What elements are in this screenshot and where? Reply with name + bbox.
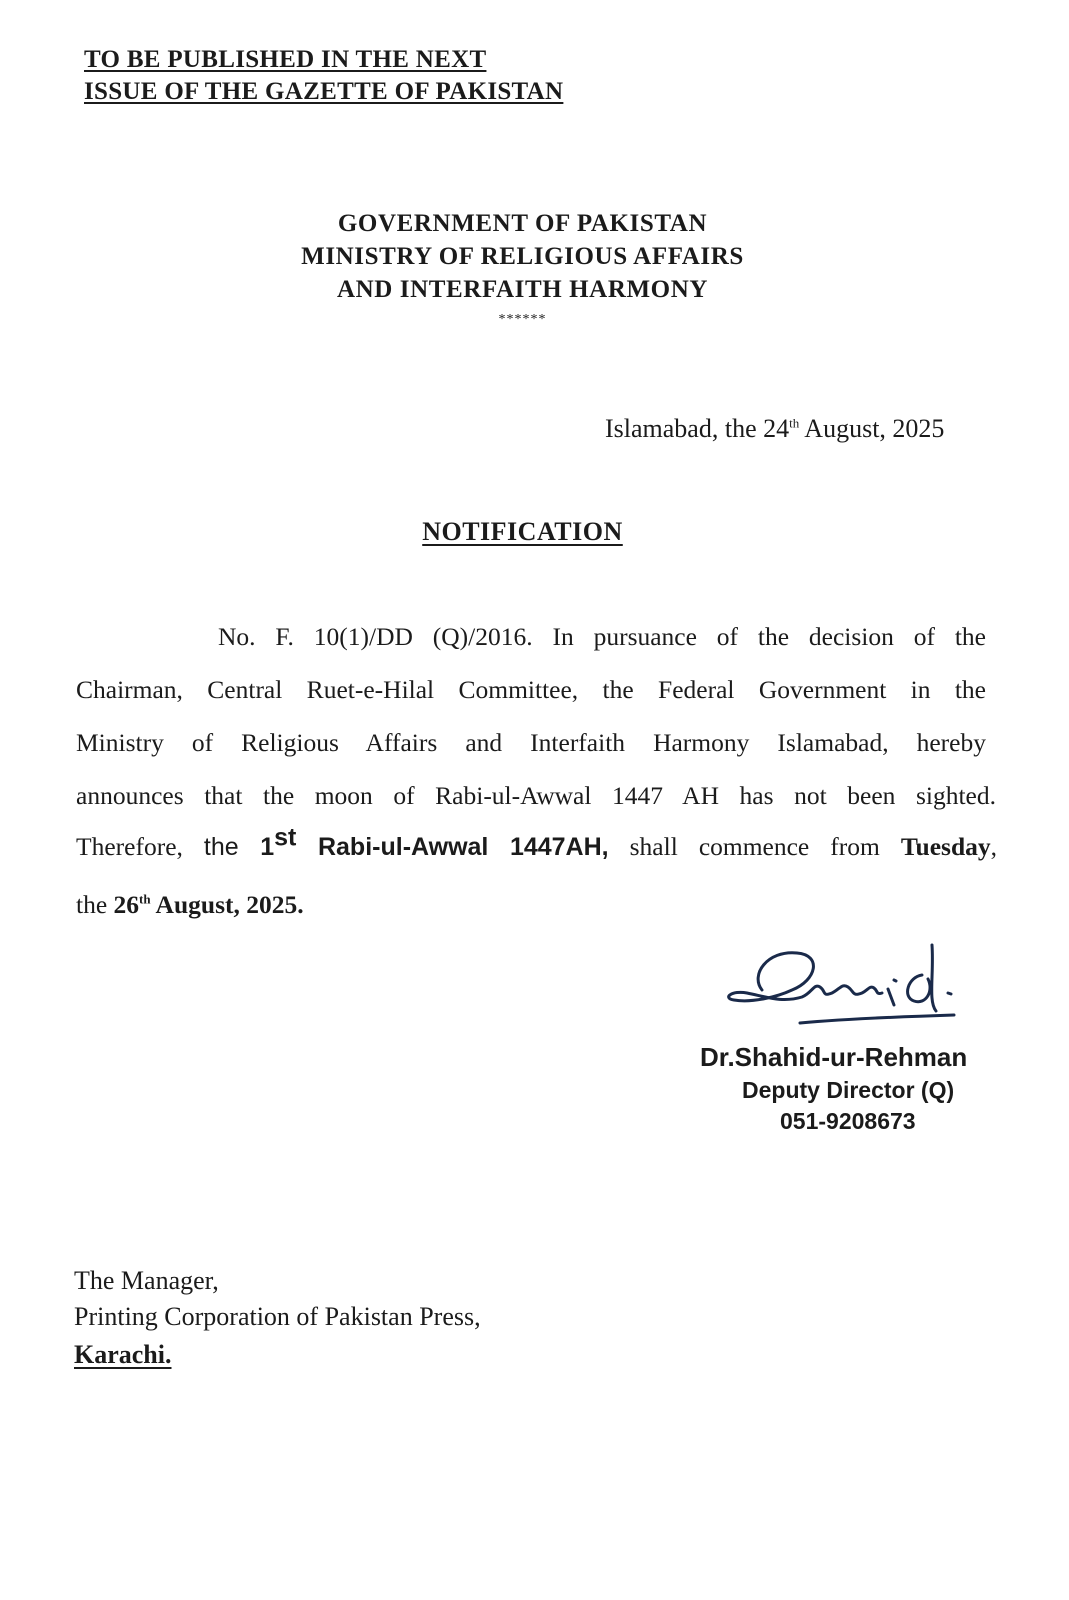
header-separator: ****** [498, 312, 547, 327]
line5-month: Rabi-ul-Awwal 1447AH, [296, 833, 609, 861]
notification-line-1: No. F. 10(1)/DD (Q)/2016. In pursuance of the decision of the [218, 622, 986, 651]
address-recipient: The Manager, [74, 1266, 219, 1295]
line5-comma: , [990, 832, 998, 861]
address-city: Karachi. [74, 1340, 172, 1369]
line5-commence: shall commence from [608, 832, 901, 861]
signature-stroke-end [948, 993, 951, 994]
line5-the: the [203, 833, 261, 861]
notification-line-4: announces that the moon of Rabi-ul-Awwal 1447 AH has not been sighted. [76, 781, 996, 810]
signature-stroke-main [729, 953, 882, 1001]
header-ministry: MINISTRY OF RELIGIOUS AFFAIRS [301, 243, 744, 270]
dateline-suffix: August, 2025 [799, 414, 945, 443]
notification-line-2: Chairman, Central Ruet-e-Hilal Committee, the Federal Government in the [76, 675, 986, 704]
notification-line-3: Ministry of Religious Affairs and Interfaith Harmony Islamabad, hereby [76, 728, 986, 757]
notification-line-6 [76, 890, 304, 920]
signatory-phone: 051-9208673 [780, 1108, 916, 1134]
line5-weekday: Tuesday [900, 832, 991, 861]
header-ministry-cont: AND INTERFAITH HARMONY [336, 276, 709, 303]
dateline-sup: th [789, 415, 800, 431]
signatory-title: Deputy Director (Q) [742, 1077, 955, 1103]
signatory-name: Dr.Shahid-ur-Rehman [700, 1042, 968, 1072]
line6-day-sup: th [139, 891, 151, 907]
signature-image [722, 935, 972, 1035]
address-organization: Printing Corporation of Pakistan Press, [74, 1302, 481, 1331]
line5-therefore: Therefore, [76, 832, 204, 861]
line6-the: the [76, 890, 114, 919]
signature-stroke-d [908, 945, 936, 1011]
dateline [605, 414, 944, 444]
signature-underline [800, 1015, 954, 1023]
gazette-notice-line-1: TO BE PUBLISHED IN THE NEXT [84, 46, 487, 73]
gazette-notice-line-2: ISSUE OF THE GAZETTE OF PAKISTAN [84, 78, 564, 105]
signature-stroke-dot [894, 980, 896, 981]
line5-day-number: 1 [260, 833, 275, 861]
notification-heading: NOTIFICATION [422, 517, 623, 546]
line6-month-year: August, 2025. [150, 890, 304, 919]
signature-stroke-i [888, 989, 894, 1005]
dateline-prefix: Islamabad, the 24 [605, 414, 790, 443]
header-government: GOVERNMENT OF PAKISTAN [337, 210, 708, 237]
notification-line-5 [76, 823, 998, 862]
line5-day-sup: st [274, 823, 297, 852]
line6-day: 26 [113, 890, 140, 919]
